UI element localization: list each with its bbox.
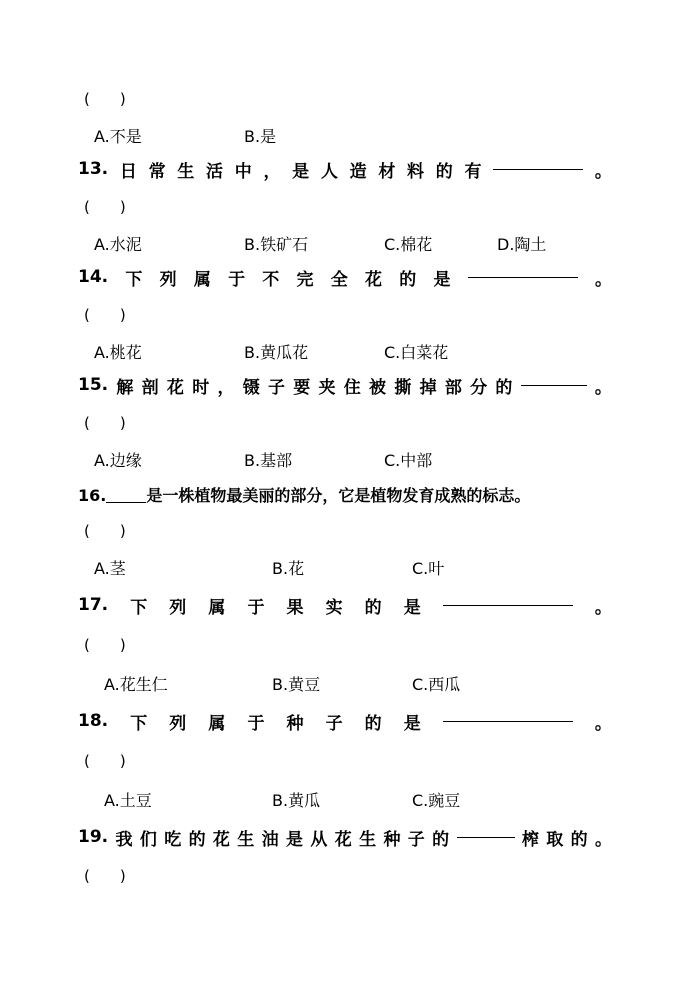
question-char: 活 <box>206 161 223 182</box>
option-a: A.桃花 <box>94 343 142 362</box>
question-17 <box>78 593 612 617</box>
question-char: 住 <box>343 377 361 398</box>
question-end: 。 <box>594 377 612 398</box>
question-char: ， <box>217 377 235 398</box>
question-char: 的 <box>432 829 450 850</box>
answer-parentheses: ( ) <box>84 752 126 770</box>
question-char: 列 <box>159 269 177 290</box>
question-13 <box>78 157 612 181</box>
answer-blank <box>106 501 146 503</box>
question-char: 要 <box>293 377 311 398</box>
question-char: 镊 <box>242 377 260 398</box>
option-c: C.棉花 <box>384 235 433 254</box>
question-number: 13. <box>78 159 109 179</box>
answer-parentheses: ( ) <box>84 636 126 654</box>
answer-parentheses: ( ) <box>84 90 126 108</box>
option-b: B.黄瓜 <box>272 791 321 810</box>
question-char: 剖 <box>141 377 159 398</box>
question-char: 子 <box>267 377 285 398</box>
option-b: B.是 <box>244 127 277 146</box>
question-char: 解 <box>116 377 134 398</box>
option-b: B.基部 <box>244 451 293 470</box>
answer-blank <box>468 276 578 278</box>
answer-parentheses: ( ) <box>84 522 126 540</box>
question-char: 的 <box>188 829 206 850</box>
question-19 <box>78 825 612 849</box>
question-char: 下 <box>130 597 148 618</box>
question-char: 完 <box>296 269 314 290</box>
question-16 <box>78 483 530 506</box>
question-char: 的 <box>435 161 453 182</box>
question-char: 的 <box>570 829 588 850</box>
question-end: 。 <box>594 161 612 182</box>
question-char: 油 <box>261 829 279 850</box>
question-char: 人 <box>320 161 338 182</box>
question-char: 分 <box>470 377 488 398</box>
question-number: 14. <box>78 267 109 287</box>
option-b: B.黄瓜花 <box>244 343 309 362</box>
option-c: C.叶 <box>412 559 445 578</box>
answer-blank <box>443 604 573 606</box>
question-char: 生 <box>237 829 255 850</box>
option-a: A.水泥 <box>94 235 142 254</box>
question-char: ， <box>263 161 281 182</box>
question-char: 子 <box>407 829 425 850</box>
question-char: 是 <box>403 597 421 618</box>
question-char: 实 <box>325 597 343 618</box>
question-char: 花 <box>365 269 382 290</box>
question-char: 时 <box>192 377 210 398</box>
answer-blank <box>493 168 583 170</box>
question-char: 我 <box>115 829 133 850</box>
question-number: 17. <box>78 595 109 615</box>
question-number: 15. <box>78 375 109 395</box>
question-char: 们 <box>139 829 157 850</box>
question-14 <box>78 265 612 289</box>
question-char: 全 <box>330 269 348 290</box>
question-char: 子 <box>325 713 343 734</box>
question-end: 。 <box>594 597 612 618</box>
question-char: 吃 <box>164 829 182 850</box>
question-number: 18. <box>78 711 109 731</box>
answer-parentheses: ( ) <box>84 306 126 324</box>
option-b: B.花 <box>272 559 305 578</box>
question-char: 从 <box>310 829 328 850</box>
question-char: 被 <box>369 377 387 398</box>
question-char: 的 <box>364 713 382 734</box>
answer-parentheses: ( ) <box>84 867 126 885</box>
question-end: 。 <box>594 269 612 290</box>
question-char: 日 <box>119 161 137 182</box>
option-a: A.茎 <box>94 559 126 578</box>
question-char: 部 <box>444 377 462 398</box>
answer-parentheses: ( ) <box>84 414 126 432</box>
question-char: 花 <box>334 829 352 850</box>
question-char: 是 <box>403 713 421 734</box>
question-char: 取 <box>546 829 564 850</box>
question-char: 有 <box>464 161 482 182</box>
question-char: 属 <box>208 597 226 618</box>
question-char: 下 <box>125 269 143 290</box>
answer-blank <box>443 720 573 722</box>
option-a: A.不是 <box>94 127 142 146</box>
option-b: B.黄豆 <box>272 675 321 694</box>
question-number: 19. <box>78 827 109 847</box>
option-d: D.陶土 <box>497 235 547 254</box>
option-c: C.西瓜 <box>412 675 461 694</box>
question-char: 是 <box>433 269 451 290</box>
question-char: 榨 <box>521 829 539 850</box>
option-a: A.土豆 <box>104 791 152 810</box>
answer-blank <box>521 384 587 386</box>
question-char: 的 <box>495 377 513 398</box>
question-char: 列 <box>169 713 187 734</box>
question-char: 下 <box>130 713 148 734</box>
question-15 <box>78 373 612 397</box>
option-a: A.边缘 <box>94 451 142 470</box>
question-char: 夹 <box>318 377 336 398</box>
option-c: C.中部 <box>384 451 433 470</box>
question-char: 的 <box>364 597 382 618</box>
question-char: 属 <box>208 713 226 734</box>
question-char: 花 <box>166 377 184 398</box>
question-char: 是 <box>286 829 303 850</box>
option-b: B.铁矿石 <box>244 235 309 254</box>
question-char: 常 <box>148 161 166 182</box>
answer-blank <box>457 836 515 838</box>
question-end: 。 <box>594 713 612 734</box>
question-char: 的 <box>399 269 417 290</box>
question-char: 是 <box>292 161 310 182</box>
question-char: 于 <box>228 269 246 290</box>
question-text: 是一株植物最美丽的部分，它是植物发育成熟的标志。 <box>146 486 531 505</box>
question-18 <box>78 709 612 733</box>
question-char: 造 <box>349 161 367 182</box>
question-char: 种 <box>286 713 304 734</box>
question-char: 生 <box>177 161 195 182</box>
question-char: 材 <box>378 161 396 182</box>
question-char: 于 <box>247 597 265 618</box>
question-char: 于 <box>247 713 265 734</box>
question-char: 属 <box>193 269 211 290</box>
option-c: C.白菜花 <box>384 343 449 362</box>
question-end: 。 <box>594 829 612 850</box>
question-char: 生 <box>359 829 377 850</box>
question-char: 撕 <box>394 377 412 398</box>
answer-parentheses: ( ) <box>84 198 126 216</box>
question-char: 料 <box>407 161 425 182</box>
question-char: 不 <box>262 269 280 290</box>
question-char: 中 <box>234 161 252 182</box>
question-char: 花 <box>212 829 230 850</box>
question-char: 列 <box>169 597 187 618</box>
question-char: 掉 <box>419 377 437 398</box>
option-c: C.豌豆 <box>412 791 461 810</box>
option-a: A.花生仁 <box>104 675 168 694</box>
question-char: 果 <box>286 597 304 618</box>
question-number: 16. <box>78 486 107 505</box>
question-char: 种 <box>383 829 401 850</box>
